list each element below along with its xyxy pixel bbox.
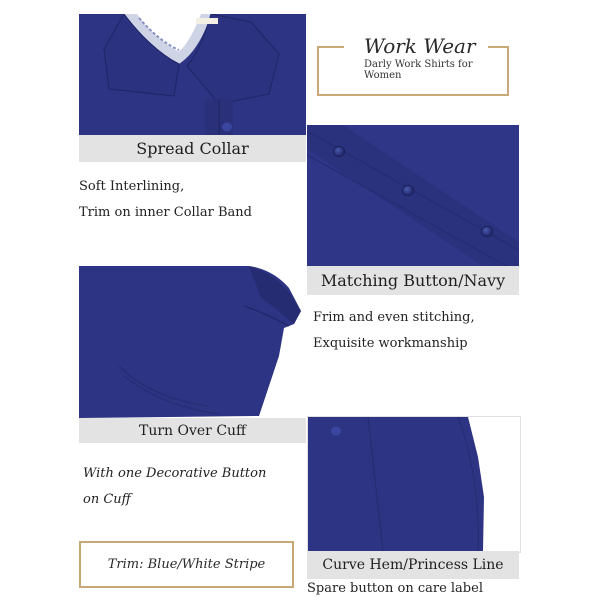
button-label — [307, 266, 519, 295]
collar-desc-line1: Soft Interlining, — [79, 179, 185, 194]
cuff-label-text: Turn Over Cuff — [138, 422, 246, 439]
hem-label — [307, 551, 519, 579]
collar-illustration — [79, 14, 306, 135]
button-description — [313, 305, 533, 357]
header-subtitle: Darly Work Shirts for Women — [364, 59, 473, 81]
cuff-desc-line1: With one Decorative Button — [83, 466, 267, 481]
collar-label — [79, 135, 306, 162]
trim-label: Trim: Blue/White Stripe — [107, 557, 266, 572]
shirt-button-1 — [334, 147, 344, 156]
hem-description: Spare button on care label — [307, 581, 483, 596]
cuff-illustration — [79, 266, 306, 418]
collar-description — [79, 174, 299, 226]
cuff-label — [79, 418, 306, 443]
header-title: Work Wear — [360, 34, 480, 58]
button-photo — [307, 125, 519, 266]
cuff-description — [83, 461, 303, 513]
collar-photo — [79, 14, 306, 135]
button-desc-line2: Exquisite workmanship — [313, 336, 468, 351]
cuff-desc-line2: on Cuff — [83, 492, 131, 507]
collar-desc-line2: Trim on inner Collar Band — [79, 205, 252, 220]
trim-box — [79, 541, 294, 588]
hem-photo — [307, 416, 521, 553]
button-desc-line1: Frim and even stitching, — [313, 310, 475, 325]
cuff-photo — [79, 266, 306, 418]
shirt-button-3 — [482, 227, 492, 236]
hem-illustration — [308, 417, 520, 552]
hem-label-text: Curve Hem/Princess Line — [322, 557, 504, 573]
work-wear-header — [316, 35, 510, 97]
button-label-text: Matching Button/Navy — [320, 271, 506, 290]
shirt-button-2 — [403, 186, 413, 195]
collar-label-text: Spread Collar — [136, 139, 249, 158]
